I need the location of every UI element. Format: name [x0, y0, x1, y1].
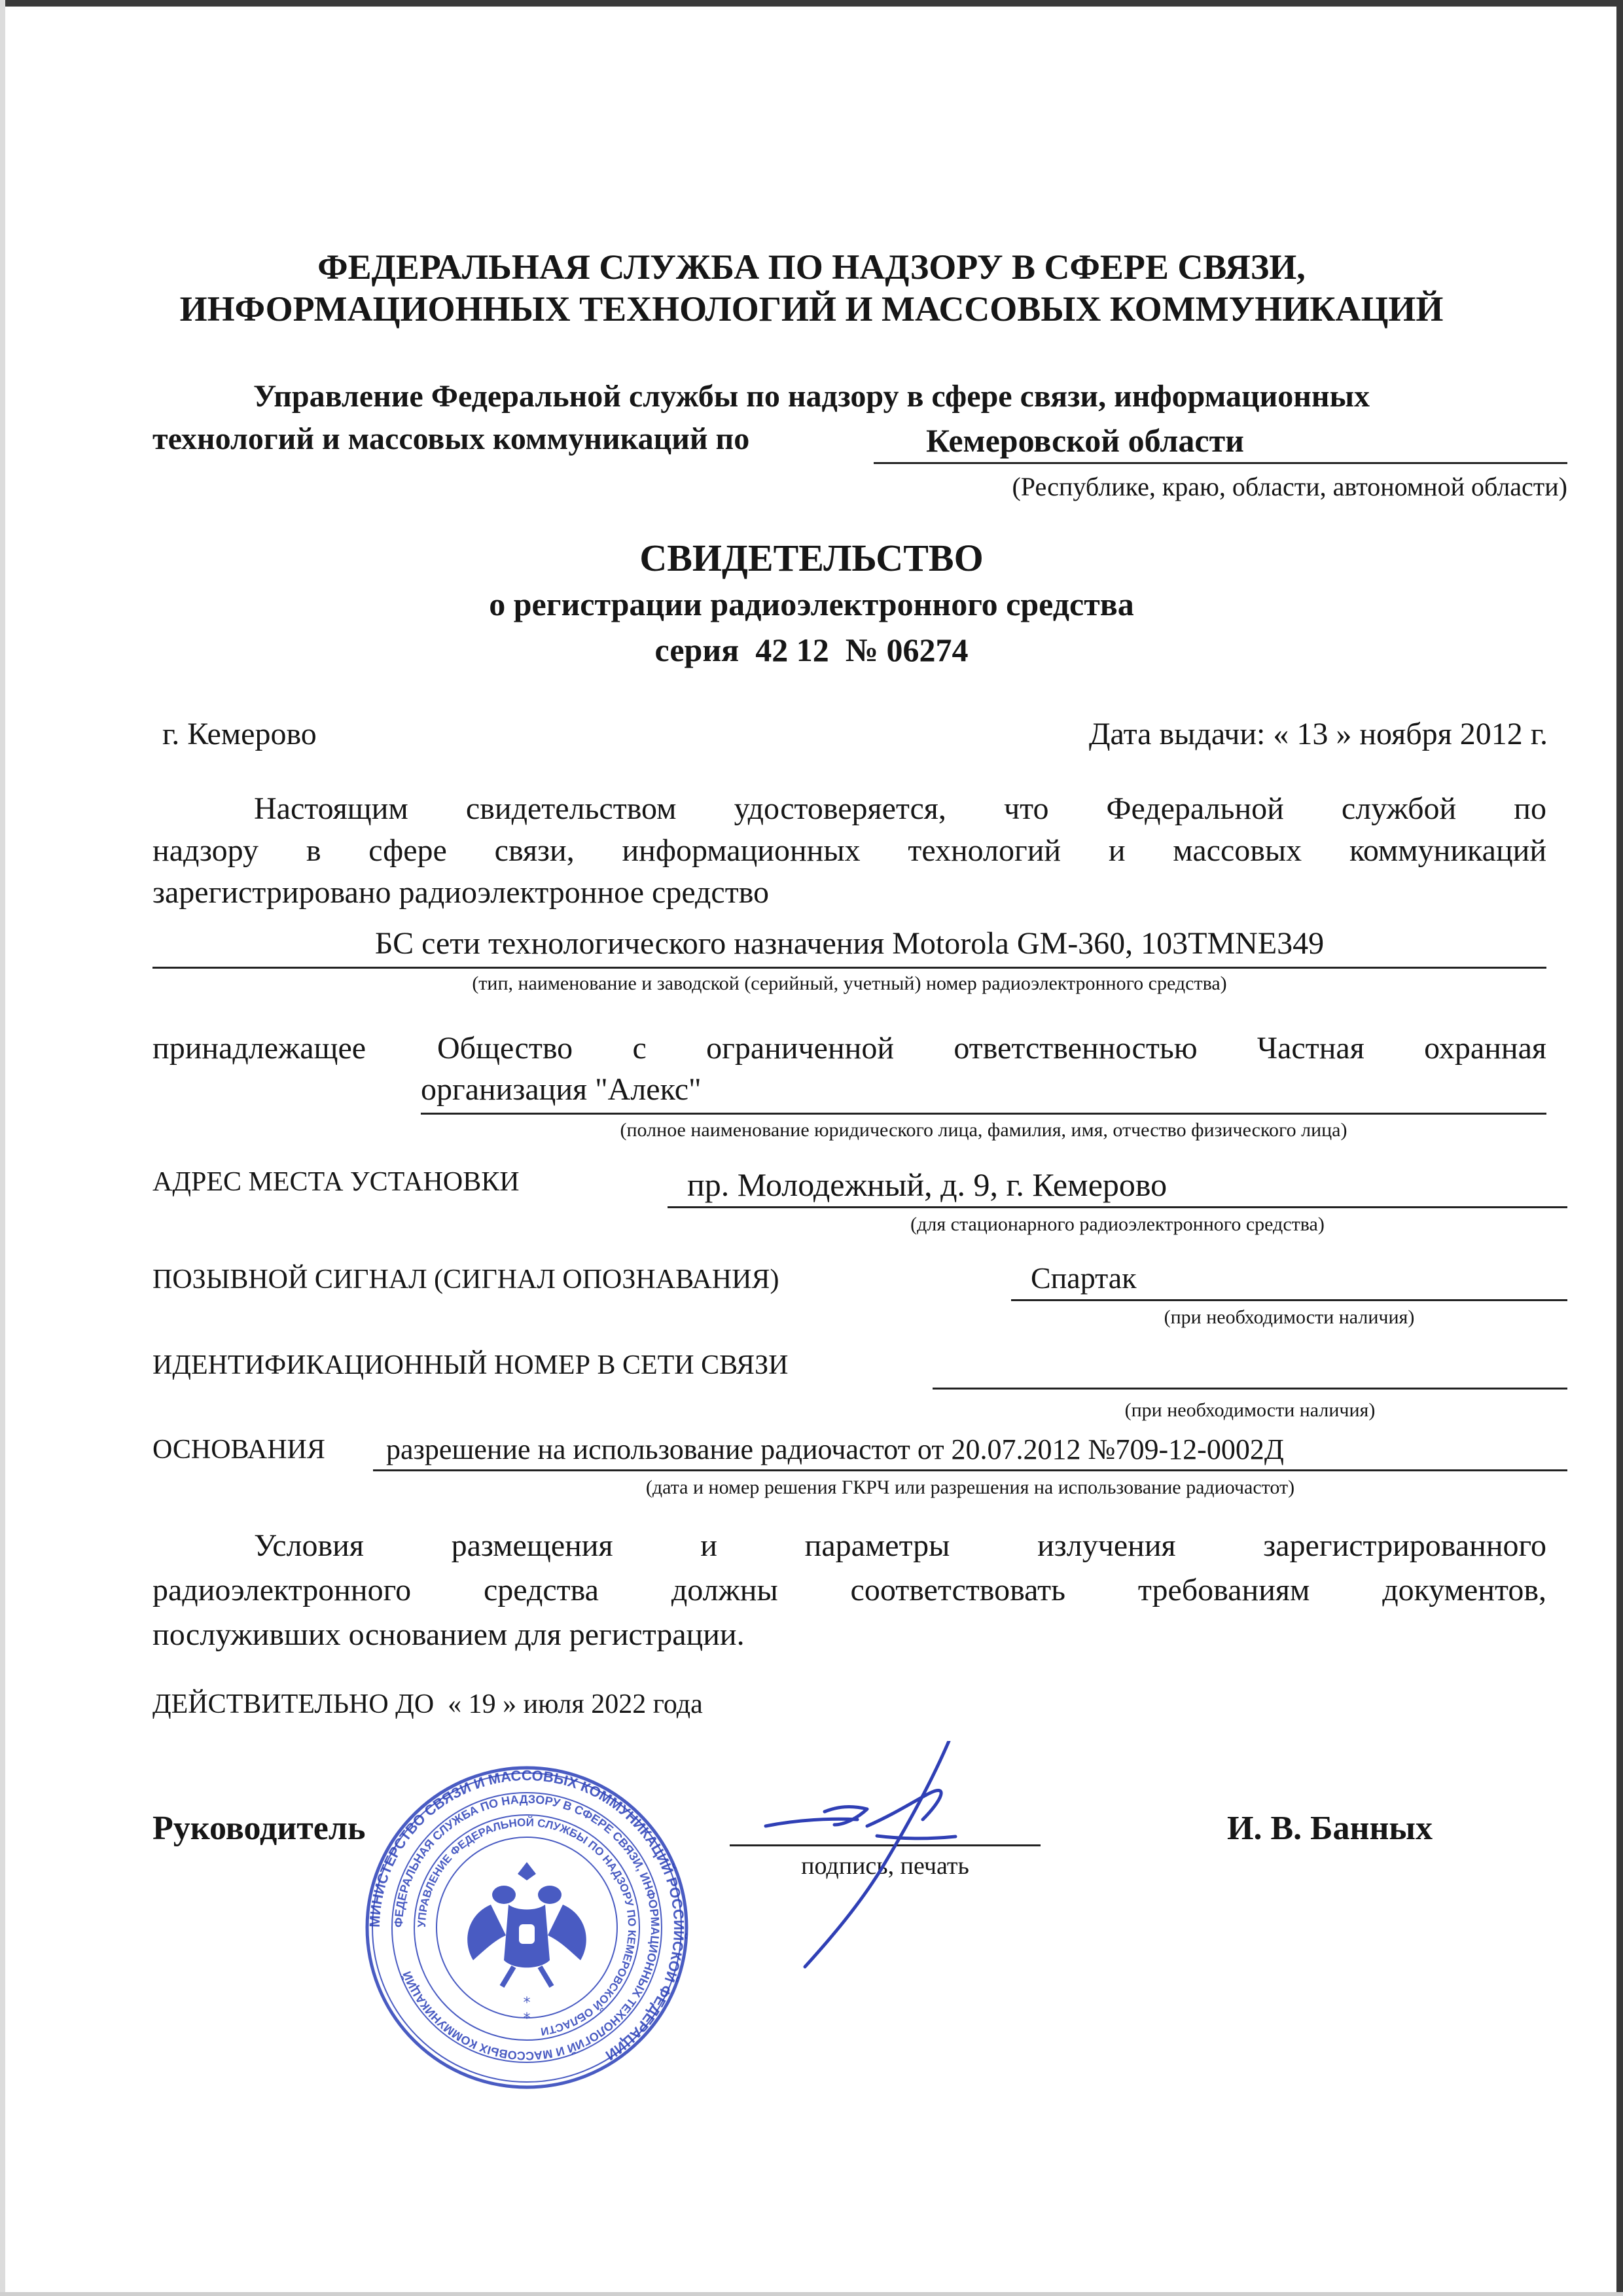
validity-date: ДЕЙСТВИТЕЛЬНО ДО « 19 » июля 2022 года	[152, 1689, 703, 1719]
region-caption: (Республике, краю, области, автономной области)	[1012, 472, 1567, 501]
basis-underline	[373, 1469, 1567, 1471]
conditions-line2: радиоэлектронного средства должны соответствовать требованиям документов,	[152, 1573, 1546, 1607]
department-line2: технологий и массовых коммуникаций по	[152, 422, 750, 456]
callsign-caption: (при необходимости наличия)	[1164, 1306, 1415, 1328]
callsign-value: Спартак	[1031, 1261, 1137, 1295]
owner-caption: (полное наименование юридического лица, фамилия, имя, отчество физического лица)	[620, 1119, 1347, 1141]
stamp-ring-inner: ФЕДЕРАЛЬНАЯ СЛУЖБА ПО НАДЗОРУ В СФЕРЕ СВЯЗИ, ИНФОРМАЦИОННЫХ ТЕХНОЛОГИЙ И МАССОВЫХ КОММУНИКАЦИЙ	[391, 1792, 662, 2063]
agency-header-line2: ИНФОРМАЦИОННЫХ ТЕХНОЛОГИЙ И МАССОВЫХ КОММУНИКАЦИЙ	[179, 289, 1444, 329]
basis-value: разрешение на использование радиочастот от 20.07.2012 №709-12-0002Д	[386, 1433, 1284, 1465]
official-stamp	[363, 1764, 690, 2091]
callsign-label: ПОЗЫВНОЙ СИГНАЛ (СИГНАЛ ОПОЗНАВАНИЯ)	[152, 1265, 779, 1295]
basis-caption: (дата и номер решения ГКРЧ или разрешения на использование радиочастот)	[645, 1477, 1295, 1498]
signature-caption: подпись, печать	[801, 1852, 969, 1880]
owner-value-line2: организация "Алекс"	[421, 1072, 702, 1107]
address-underline	[668, 1206, 1567, 1208]
region-underline	[874, 462, 1567, 464]
stamp-ring-third: УПРАВЛЕНИЕ ФЕДЕРАЛЬНОЙ СЛУЖБЫ ПО НАДЗОРУ ПО КЕМЕРОВСКОЙ ОБЛАСТИ	[415, 1816, 639, 2038]
owner-label: принадлежащее	[152, 1031, 366, 1066]
signatory-role: Руководитель	[152, 1810, 366, 1847]
owner-underline	[421, 1113, 1546, 1115]
stamp-ring-outer: МИНИСТЕРСТВО СВЯЗИ И МАССОВЫХ КОММУНИКАЦИЙ РОССИЙСКОЙ ФЕДЕРАЦИИ	[366, 1767, 688, 2064]
scan-edge-left	[0, 0, 5, 2296]
agency-header-line1: ФЕДЕРАЛЬНАЯ СЛУЖБА ПО НАДЗОРУ В СФЕРЕ СВЯЗИ,	[317, 247, 1306, 287]
id-number-underline	[933, 1388, 1567, 1390]
issue-city: г. Кемерово	[162, 717, 317, 751]
intro-line2: надзору в сфере связи, информационных технологий и массовых коммуникаций	[152, 833, 1546, 868]
handwritten-signature	[753, 1741, 1093, 1977]
issue-date: Дата выдачи: « 13 » ноября 2012 г.	[1088, 717, 1548, 751]
conditions-line3: послуживших основанием для регистрации.	[152, 1617, 745, 1652]
id-number-caption: (при необходимости наличия)	[1124, 1399, 1376, 1421]
device-value: БС сети технологического назначения Motorola GM-360, 103TMNE349	[374, 926, 1325, 961]
scan-edge-bottom	[0, 2292, 1623, 2296]
coat-of-arms-icon	[467, 1862, 586, 1986]
address-caption: (для стационарного радиоэлектронного средства)	[910, 1213, 1325, 1235]
intro-line3: зарегистрировано радиоэлектронное средство	[152, 875, 770, 910]
basis-label: ОСНОВАНИЯ	[152, 1435, 325, 1465]
certificate-title: СВИДЕТЕЛЬСТВО	[639, 537, 984, 579]
conditions-line1: Условия размещения и параметры излучения зарегистрированного	[254, 1528, 1546, 1563]
address-value: пр. Молодежный, д. 9, г. Кемерово	[687, 1166, 1168, 1203]
device-underline	[152, 967, 1546, 969]
owner-value-line1: Общество с ограниченной ответственностью Частная охранная	[437, 1031, 1546, 1066]
department-line1: Управление Федеральной службы по надзору в сфере связи, информационных	[253, 379, 1370, 414]
stamp-star-1: *	[523, 1995, 531, 2011]
id-number-label: ИДЕНТИФИКАЦИОННЫЙ НОМЕР В СЕТИ СВЯЗИ	[152, 1350, 789, 1380]
intro-line1: Настоящим свидетельством удостоверяется, что Федеральной службой по	[254, 791, 1546, 826]
department-region: Кемеровской области	[926, 422, 1244, 459]
address-label: АДРЕС МЕСТА УСТАНОВКИ	[152, 1167, 520, 1197]
scan-edge-top	[0, 0, 1623, 7]
stamp-star-2: *	[523, 2011, 531, 2027]
device-caption: (тип, наименование и заводской (серийный, учетный) номер радиоэлектронного средства)	[472, 973, 1227, 994]
signatory-name: И. В. Банных	[1227, 1810, 1433, 1847]
callsign-underline	[1011, 1299, 1567, 1301]
certificate-series: серия 42 12 № 06274	[654, 632, 969, 668]
scan-edge-right	[1616, 0, 1623, 2296]
certificate-subtitle: о регистрации радиоэлектронного средства	[489, 586, 1134, 622]
